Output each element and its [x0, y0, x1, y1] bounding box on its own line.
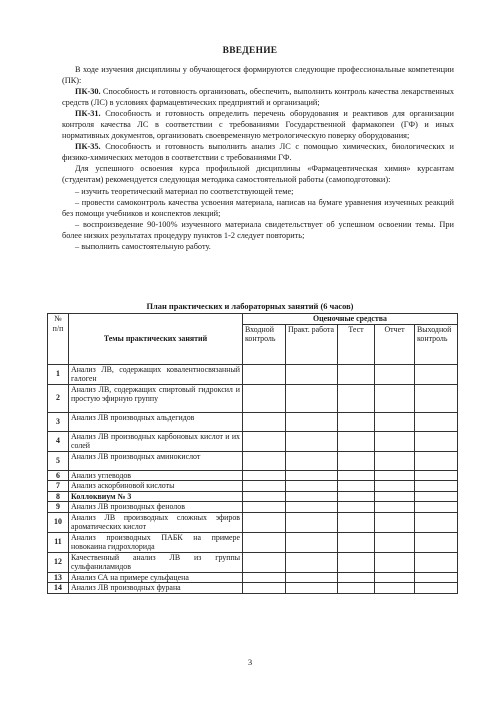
- method-step: – изучить теоретический материал по соответствующей теме;: [75, 186, 294, 196]
- assessment-cell: [286, 364, 338, 384]
- assessment-cell: [243, 364, 286, 384]
- assessment-cell: [338, 364, 375, 384]
- assessment-cell: [375, 384, 415, 412]
- method-step: – выполнить самостоятельную работу.: [75, 241, 211, 251]
- row-number: 12: [48, 552, 69, 572]
- competency-code: ПК-31.: [75, 109, 101, 119]
- row-topic: Анализ ЛВ производных фурана: [69, 583, 243, 594]
- row-number: 11: [48, 532, 69, 552]
- column-header-topic: Темы практических занятий: [69, 314, 243, 365]
- column-header-exit-control: Выходной контроль: [415, 324, 458, 364]
- assessment-cell: [415, 502, 458, 513]
- assessment-cell: [415, 451, 458, 470]
- row-topic: Анализ ЛВ производных фенолов: [69, 502, 243, 513]
- assessment-cell: [375, 451, 415, 470]
- assessment-cell: [415, 583, 458, 594]
- assessment-cell: [415, 470, 458, 481]
- assessment-cell: [375, 552, 415, 572]
- assessment-cell: [286, 491, 338, 502]
- assessment-cell: [338, 583, 375, 594]
- row-number: 4: [48, 431, 69, 451]
- competency-code: ПК-30.: [75, 87, 101, 97]
- assessment-cell: [375, 502, 415, 513]
- assessment-cell: [338, 532, 375, 552]
- row-topic: Анализ ЛВ, содержащих спиртовый гидроксил и простую эфирную группу: [69, 384, 243, 412]
- row-topic: Анализ ЛВ производных альдегидов: [69, 412, 243, 431]
- row-number: 8: [48, 491, 69, 502]
- assessment-cell: [243, 384, 286, 412]
- assessment-cell: [415, 572, 458, 583]
- assessment-cell: [286, 384, 338, 412]
- assessment-cell: [375, 512, 415, 532]
- row-topic: Коллоквиум № 3: [69, 491, 243, 502]
- assessment-cell: [243, 502, 286, 513]
- assessment-cell: [338, 502, 375, 513]
- column-header-test: Тест: [338, 324, 375, 364]
- method-step: – провести самоконтроль качества усвоения материала, написав на бумаге уравнения изученных реакций без помощи учебников и конспектов лекций;: [62, 197, 454, 218]
- assessment-cell: [415, 481, 458, 492]
- assessment-cell: [375, 431, 415, 451]
- assessment-cell: [338, 431, 375, 451]
- column-header-practical-work: Практ. работа: [286, 324, 338, 364]
- row-topic: Анализ аскорбиновой кислоты: [69, 481, 243, 492]
- table-row: [48, 364, 458, 384]
- assessment-cell: [415, 552, 458, 572]
- assessment-cell: [338, 481, 375, 492]
- competency-pk30: [62, 86, 454, 108]
- assessment-cell: [286, 502, 338, 513]
- assessment-cell: [415, 384, 458, 412]
- row-number: 7: [48, 481, 69, 492]
- page-title: ВВЕДЕНИЕ: [222, 46, 278, 56]
- assessment-cell: [375, 491, 415, 502]
- assessment-cell: [286, 552, 338, 572]
- assessment-cell: [243, 481, 286, 492]
- assessment-cell: [243, 552, 286, 572]
- assessment-cell: [243, 572, 286, 583]
- table-row: [48, 532, 458, 552]
- assessment-cell: [243, 583, 286, 594]
- assessment-cell: [338, 412, 375, 431]
- plan-table: [47, 313, 458, 594]
- assessment-cell: [415, 431, 458, 451]
- assessment-cell: [286, 481, 338, 492]
- table-row: [48, 412, 458, 431]
- assessment-cell: [286, 512, 338, 532]
- assessment-cell: [243, 512, 286, 532]
- introduction-text: [62, 64, 454, 252]
- row-number: 3: [48, 412, 69, 431]
- table-row: [48, 451, 458, 470]
- competency-code: ПК-35.: [75, 142, 101, 152]
- row-number: 14: [48, 583, 69, 594]
- assessment-cell: [338, 512, 375, 532]
- column-header-entry-control: Входной контроль: [243, 324, 286, 364]
- row-topic: Анализ СА на примере сульфацена: [69, 572, 243, 583]
- row-number: 2: [48, 384, 69, 412]
- assessment-cell: [286, 451, 338, 470]
- competencies-intro: В ходе изучения дисциплины у обучающегося формируются следующие профессиональные компетенции (ПК):: [62, 65, 454, 86]
- assessment-cell: [243, 412, 286, 431]
- assessment-cell: [415, 512, 458, 532]
- assessment-cell: [338, 491, 375, 502]
- competency-text: Способность и готовность выполнить анализ ЛС с помощью химических, биологических и физико-химических методов в соответствии с требованиями ГФ.: [62, 142, 454, 163]
- table-row: [48, 481, 458, 492]
- table-row: [48, 384, 458, 412]
- plan-table-body: [48, 364, 458, 593]
- competency-pk35: [62, 141, 454, 163]
- plan-table-title: План практических и лабораторных занятий (6 часов): [146, 302, 354, 311]
- row-number: 1: [48, 364, 69, 384]
- row-topic: Анализ углеводов: [69, 470, 243, 481]
- table-row: [48, 491, 458, 502]
- assessment-cell: [286, 572, 338, 583]
- row-number: 6: [48, 470, 69, 481]
- assessment-cell: [338, 470, 375, 481]
- competency-pk31: [62, 108, 454, 141]
- table-row: [48, 502, 458, 513]
- assessment-cell: [286, 583, 338, 594]
- competency-text: Способность и готовность организовать, обеспечить, выполнить контроль качества лекарственных средств (ЛС) в условиях фармацевтических предприятий и организаций;: [62, 87, 454, 108]
- assessment-cell: [243, 491, 286, 502]
- assessment-cell: [375, 481, 415, 492]
- row-number: 13: [48, 572, 69, 583]
- page-number: 3: [247, 657, 253, 667]
- assessment-cell: [375, 572, 415, 583]
- assessment-cell: [286, 470, 338, 481]
- competency-text: Способность и готовность определить перечень оборудования и реактивов для организации контроля качества ЛС в соответствии с требованиями Государственной фармакопеи (ГФ) и иных нормативных документов, организовать своевременную метрологическую поверку оборудования;: [62, 109, 454, 141]
- column-header-report: Отчет: [375, 324, 415, 364]
- assessment-cell: [375, 532, 415, 552]
- table-row: [48, 470, 458, 481]
- method-paragraph: Для успешного освоения курса профильной дисциплины «Фармацевтическая химия» курсантам (студентам) рекомендуется следующая методика самостоятельной работы (самоподготовки):: [62, 164, 454, 185]
- assessment-cell: [338, 552, 375, 572]
- assessment-cell: [375, 412, 415, 431]
- row-topic: Анализ ЛВ производных сложных эфиров ароматических кислот: [69, 512, 243, 532]
- assessment-cell: [338, 384, 375, 412]
- row-topic: Анализ ЛВ производных карбоновых кислот и их солей: [69, 431, 243, 451]
- assessment-cell: [375, 470, 415, 481]
- assessment-cell: [286, 412, 338, 431]
- row-topic: Анализ ЛВ, содержащих ковалентносвязанный галоген: [69, 364, 243, 384]
- assessment-cell: [243, 532, 286, 552]
- column-header-number: № п/п: [48, 314, 69, 365]
- assessment-cell: [415, 412, 458, 431]
- assessment-cell: [286, 532, 338, 552]
- column-header-assessment-group: Оценочные средства: [243, 314, 458, 325]
- assessment-cell: [338, 572, 375, 583]
- assessment-cell: [415, 491, 458, 502]
- row-number: 5: [48, 451, 69, 470]
- row-topic: Анализ ЛВ производных аминокислот: [69, 451, 243, 470]
- assessment-cell: [415, 532, 458, 552]
- row-number: 9: [48, 502, 69, 513]
- table-row: [48, 552, 458, 572]
- assessment-cell: [375, 364, 415, 384]
- table-row: [48, 583, 458, 594]
- row-topic: Анализ производных ПАБК на примере новокаина гидрохлорида: [69, 532, 243, 552]
- row-number: 10: [48, 512, 69, 532]
- assessment-cell: [243, 451, 286, 470]
- table-row: [48, 431, 458, 451]
- assessment-cell: [243, 470, 286, 481]
- assessment-cell: [286, 431, 338, 451]
- row-topic: Качественный анализ ЛВ из группы сульфаниламидов: [69, 552, 243, 572]
- method-step: – воспроизведение 90-100% изученного материала свидетельствует об успешном освоении темы. При более низких результатах процедуру пунктов 1-2 следует повторить;: [62, 219, 454, 240]
- assessment-cell: [375, 583, 415, 594]
- assessment-cell: [415, 364, 458, 384]
- table-row: [48, 572, 458, 583]
- assessment-cell: [338, 451, 375, 470]
- assessment-cell: [243, 431, 286, 451]
- table-row: [48, 512, 458, 532]
